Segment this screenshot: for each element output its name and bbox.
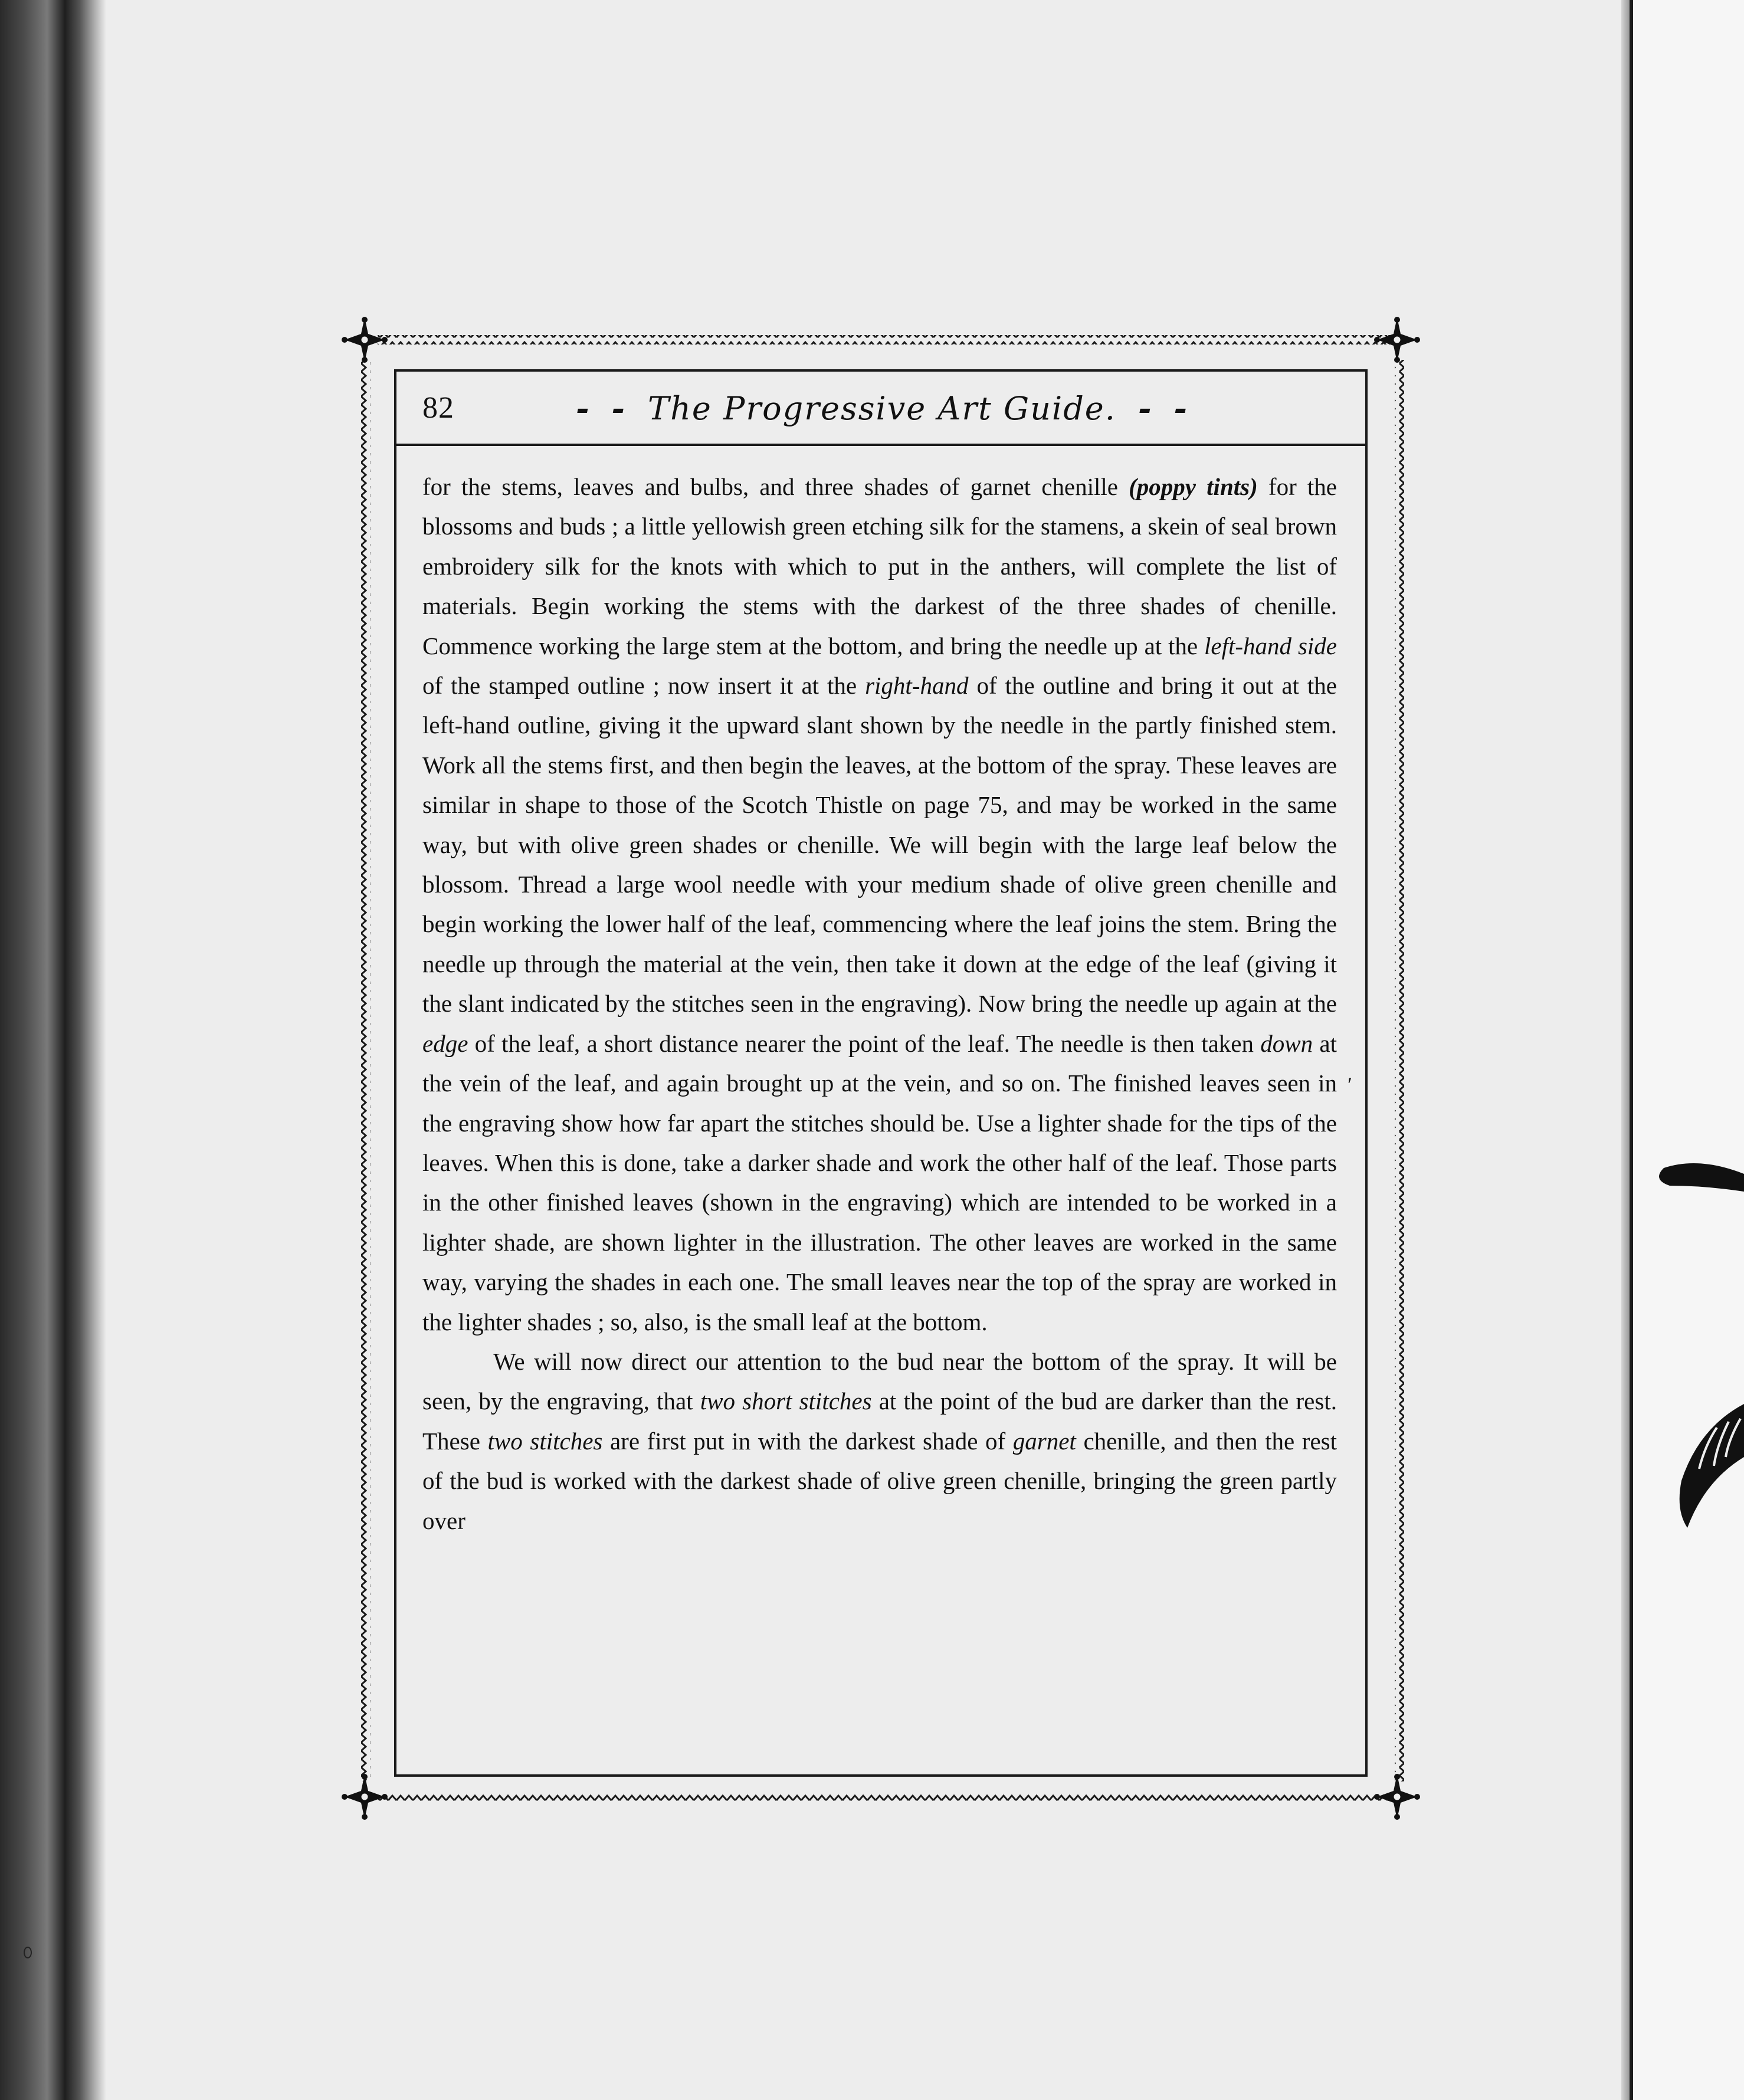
title-dash: - — [1138, 389, 1153, 427]
fleur-cross-icon — [1373, 1773, 1421, 1820]
running-title-text: The Progressive Art Guide. — [648, 390, 1116, 427]
fleur-cross-icon — [341, 1773, 388, 1820]
header-rule — [396, 444, 1365, 446]
emphasis-text: two stitches — [487, 1427, 603, 1455]
emphasis-text: garnet — [1012, 1427, 1076, 1455]
text-run: at the vein of the leaf, and again brought up at the vein, and so on. The finished leaves seen in the engraving show how far apart the stitches should be. Use a lighter shade for the tips of the leaves. When this is done, take a darker shade and work the other half of the leaf. Those parts in the other finished leaves (shown in the engraving) which are intended to be worked in a lighter shade, are shown lighter in the illustration. The other leaves are worked in the same way, varying the shades in each one. The small leaves near the top of the spray are worked in the lighter shades ; so, also, is the small leaf at the bottom. — [422, 1029, 1337, 1336]
emphasis-text: right-hand — [865, 672, 969, 700]
emphasis-text: edge — [422, 1029, 468, 1057]
text-run: of the stamped outline ; now insert it at the — [422, 672, 866, 700]
text-run: at the point of the bud are darker than the rest. These — [422, 1387, 1337, 1455]
emphasis-text: down — [1260, 1029, 1313, 1057]
title-dash: - — [1173, 389, 1188, 427]
text-run: chenille, and then the rest of the bud is worked with the darkest shade of olive green chenille, bringing the green partly over — [422, 1427, 1337, 1534]
page-header — [401, 378, 1363, 442]
title-dash: - — [576, 389, 591, 427]
paragraph — [422, 467, 1337, 1342]
emphasis-text: left-hand side — [1204, 632, 1337, 659]
emphasis-text: two short stitches — [700, 1387, 872, 1415]
text-run: for the blossoms and buds ; a little yellowish green etching silk for the stamens, a skein of seal brown embroidery silk for the knots with which to put in the anthers, will complete the list of materials. Begin working the stems with the darkest of the three shades of chenille. Commence working the large stem at the bottom, and bring the needle up at the — [422, 473, 1337, 659]
emphasis-text: (poppy tints) — [1129, 473, 1258, 500]
text-run: are first put in with the darkest shade of — [602, 1427, 1013, 1455]
fleur-cross-icon — [341, 316, 388, 363]
page-number: 82 — [422, 391, 454, 425]
text-run: of the outline and bring it out at the left-hand outline, giving it the upward slant shown by the needle in the partly finished stem. Work all the stems first, and then begin the leaves, at the bottom of the spray. These leaves are similar in shape to those of the Scotch Thistle on page 75, and may be worked in the same way, but with olive green shades or chenille. We will begin with the large leaf below the blossom. Thread a large wool needle with your medium shade of olive green chenille and begin working the lower half of the leaf, commencing where the leaf joins the stem. Bring the needle up through the material at the vein, then take it down at the edge of the leaf (giving it the slant indicated by the stitches seen in the engraving). Now bring the needle up again at the — [422, 672, 1337, 1018]
title-dash: - — [611, 389, 626, 427]
paragraph — [422, 1342, 1337, 1541]
fleur-cross-icon — [1373, 316, 1421, 363]
running-title — [401, 389, 1363, 427]
body-text — [422, 467, 1337, 1541]
text-run: We will now direct our attention to the bud near the bottom of the spray. It will be seen, by the engraving, that — [422, 1347, 1337, 1415]
margin-mark: ′ — [1348, 1073, 1352, 1097]
text-run: of the leaf, a short distance nearer the point of the leaf. The needle is then taken — [468, 1029, 1261, 1057]
text-run: for the stems, leaves and bulbs, and three shades of garnet chenille — [422, 473, 1129, 500]
